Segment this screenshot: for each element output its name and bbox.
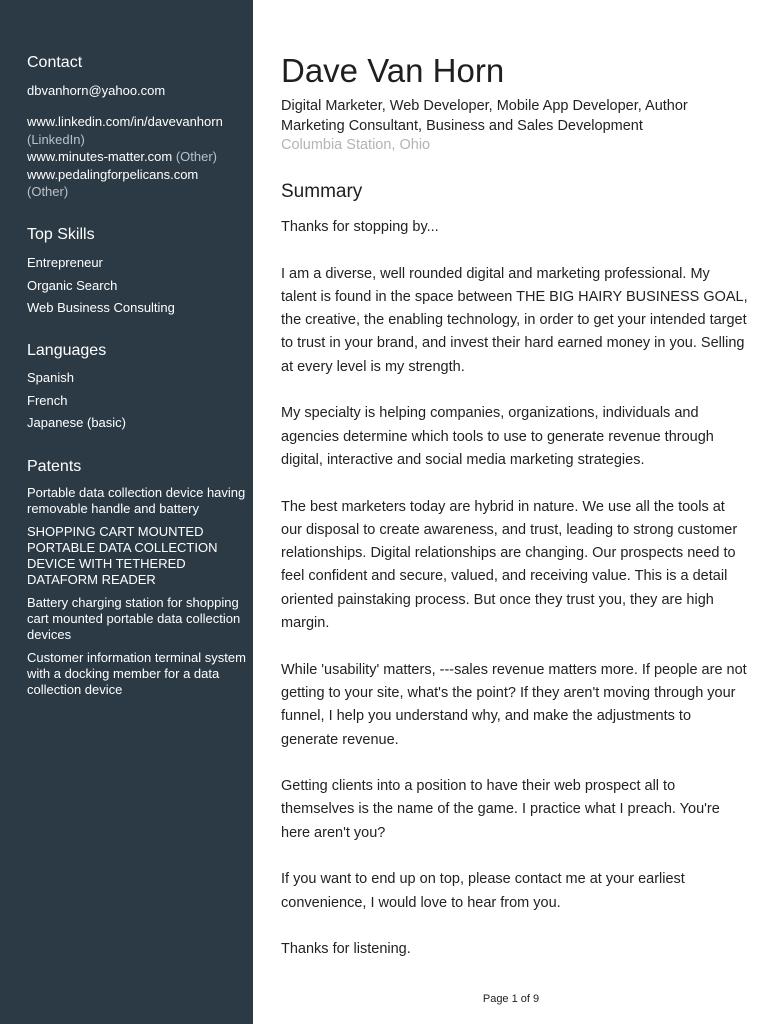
languages-list: [27, 369, 126, 437]
minutes-matter-url[interactable]: www.minutes-matter.com: [27, 149, 173, 164]
pedaling-type: (Other): [27, 184, 69, 199]
skills-list: [27, 254, 175, 322]
skills-heading: Top Skills: [27, 226, 95, 243]
contact-heading: Contact: [27, 54, 83, 71]
summary-body: [281, 216, 749, 985]
language-item: Japanese (basic): [27, 415, 126, 430]
patent-item: Battery charging station for shopping cart mounted portable data collection devices: [27, 594, 241, 643]
patent-item: SHOPPING CART MOUNTED PORTABLE DATA COLLECTION DEVICE WITH TETHERED DATAFORM READER: [27, 523, 218, 588]
skill-item: Organic Search: [27, 277, 118, 293]
summary-paragraph: The best marketers today are hybrid in nature. We use all the tools at our disposal to create awareness, and trust, leading to strong customer relationships. Digital relationships are changing. Our prospects need to feel confident and secure, valued, and receiving value. This is a detail oriented painstaking process. But once they trust you, they are high margin.: [281, 498, 738, 632]
summary-paragraph: While 'usability' matters, ---sales revenue matters more. If people are not getting to your site, what's the point? If they aren't moving through your funnel, I help you understand why, and make the adjustments to generate revenue.: [281, 661, 747, 748]
summary-paragraph: If you want to end up on top, please contact me at your earliest convenience, I would love to hear from you.: [281, 871, 685, 911]
linkedin-type: (LinkedIn): [27, 131, 85, 147]
contact-link-minutes-matter: [27, 148, 249, 166]
minutes-matter-type: (Other): [175, 149, 217, 164]
person-name: Dave Van Horn: [281, 52, 505, 89]
pedaling-url[interactable]: www.pedalingforpelicans.com: [27, 166, 199, 182]
location: Columbia Station, Ohio: [281, 137, 431, 153]
page-number: Page 1 of 9: [482, 993, 540, 1005]
skill-item: Web Business Consulting: [27, 300, 175, 315]
headline: Digital Marketer, Web Developer, Mobile App Developer, Author Marketing Consultant, Business and Sales Development: [281, 98, 688, 134]
patent-item: Customer information terminal system with a docking member for a data collection device: [27, 649, 246, 698]
patent-item: Portable data collection device having removable handle and battery: [27, 485, 246, 517]
linkedin-url[interactable]: www.linkedin.com/in/davevanhorn: [27, 114, 223, 129]
patents-heading: Patents: [27, 458, 82, 475]
summary-paragraph: Thanks for listening.: [281, 941, 411, 958]
summary-paragraph: My specialty is helping companies, organizations, individuals and agencies determine which tools to use to generate revenue through digital, interactive and social media marketing strategies.: [281, 405, 714, 468]
summary-paragraph: Thanks for stopping by...: [281, 219, 439, 235]
summary-heading: Summary: [281, 181, 363, 202]
patents-list: [27, 485, 249, 705]
language-item: French: [27, 392, 68, 408]
skill-item: Entrepreneur: [27, 255, 103, 270]
language-item: Spanish: [27, 370, 74, 385]
summary-paragraph: I am a diverse, well rounded digital and marketing professional. My talent is found in the space between THE BIG HAIRY BUSINESS GOAL, the creative, the enabling technology, in order to get your intended target to trust in your brand, and invest their hard earned money in you. Selling at every level is my strength.: [281, 265, 748, 375]
contact-link-linkedin: [27, 113, 249, 148]
sidebar: [0, 0, 253, 1024]
contact-links: [27, 113, 249, 201]
contact-email[interactable]: dbvanhorn@yahoo.com: [27, 83, 166, 98]
languages-heading: Languages: [27, 342, 107, 359]
contact-link-pedaling: [27, 166, 249, 201]
summary-paragraph: Getting clients into a position to have their web prospect all to themselves is the name of the game. I practice what I preach. You're here aren't you?: [281, 778, 720, 841]
